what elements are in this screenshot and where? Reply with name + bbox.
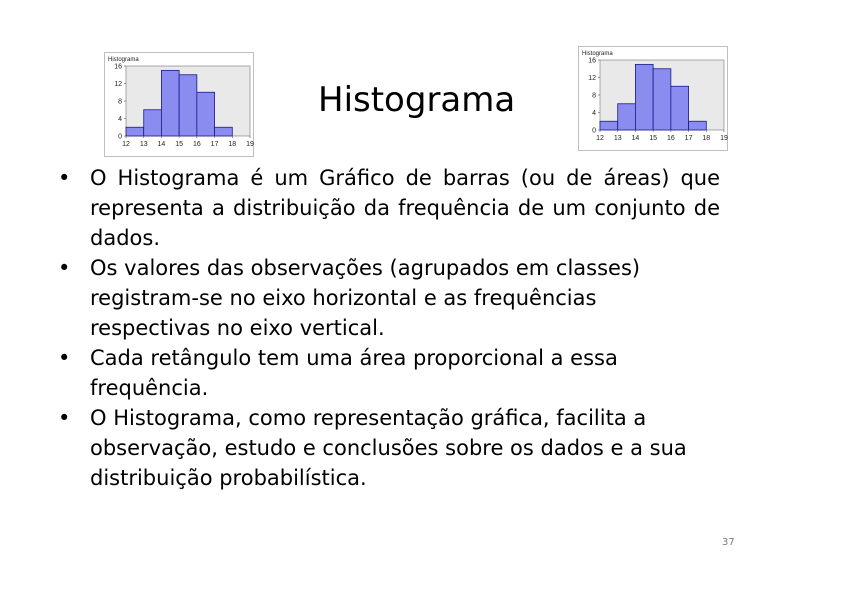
x-tick-label: 12 xyxy=(122,141,130,148)
y-tick-label: 8 xyxy=(592,92,596,100)
bullet-marker: • xyxy=(58,406,71,430)
x-tick-label: 19 xyxy=(246,141,254,148)
bullet-item xyxy=(58,163,720,253)
bullet-text: O Histograma é um Gráfico de barras (ou de áreas) que representa a distribuição da frequência de um conjunto de dados. xyxy=(90,166,720,250)
histogram-bar xyxy=(653,69,671,130)
histogram-thumbnail-left xyxy=(104,52,254,157)
y-tick-label: 4 xyxy=(118,116,122,123)
histogram-bar xyxy=(215,127,233,136)
x-tick-label: 17 xyxy=(684,135,693,142)
y-tick-label: 12 xyxy=(114,81,122,88)
page-number: 37 xyxy=(722,537,735,548)
y-tick-label: 16 xyxy=(114,63,122,71)
chart-title: Histograma xyxy=(582,51,613,57)
bullet-marker: • xyxy=(58,256,71,280)
histogram-bar xyxy=(126,127,144,136)
chart-title: Histograma xyxy=(108,57,139,63)
y-tick-label: 8 xyxy=(118,98,122,106)
slide-title: Histograma xyxy=(318,80,516,120)
bullet-list xyxy=(58,163,720,493)
x-tick-label: 18 xyxy=(228,141,237,148)
x-tick-label: 13 xyxy=(613,135,622,142)
x-tick-label: 16 xyxy=(192,141,201,148)
x-tick-label: 12 xyxy=(596,135,604,142)
x-tick-label: 16 xyxy=(666,135,675,142)
bullet-text: Os valores das observações (agrupados em classes) registram-se no eixo horizontal e as frequências respectivas no eixo vertical. xyxy=(90,256,641,340)
y-tick-label: 0 xyxy=(118,133,122,141)
histogram-bar xyxy=(618,104,636,130)
histogram-bar xyxy=(144,110,162,136)
histogram-thumbnail-right xyxy=(578,46,728,151)
y-tick-label: 4 xyxy=(592,110,596,117)
histogram-chart-right xyxy=(578,46,728,151)
y-tick-label: 0 xyxy=(592,127,596,135)
x-tick-label: 18 xyxy=(702,135,711,142)
histogram-bar xyxy=(600,121,618,130)
bullet-text: O Histograma, como representação gráfica, facilita a observação, estudo e conclusões sobre os dados e a sua distribuição probabilística. xyxy=(90,406,687,490)
histogram-chart-left xyxy=(104,52,254,157)
x-tick-label: 19 xyxy=(720,135,728,142)
bullet-item xyxy=(58,403,720,493)
bullet-item xyxy=(58,343,720,403)
histogram-bar xyxy=(197,92,215,136)
y-tick-label: 12 xyxy=(588,75,596,82)
histogram-bar xyxy=(671,86,689,130)
x-tick-label: 14 xyxy=(157,141,166,148)
x-tick-label: 14 xyxy=(631,135,640,142)
histogram-bar xyxy=(179,75,197,136)
histogram-bar xyxy=(635,64,653,130)
bullet-item xyxy=(58,253,720,343)
x-tick-label: 15 xyxy=(649,135,658,142)
y-tick-label: 16 xyxy=(588,57,596,65)
histogram-bar xyxy=(161,70,179,136)
x-tick-label: 13 xyxy=(139,141,148,148)
bullet-marker: • xyxy=(58,346,71,370)
x-tick-label: 15 xyxy=(175,141,184,148)
histogram-bar xyxy=(689,121,707,130)
x-tick-label: 17 xyxy=(210,141,219,148)
bullet-marker: • xyxy=(58,166,71,190)
bullet-text: Cada retângulo tem uma área proporcional a essa frequência. xyxy=(90,346,618,400)
